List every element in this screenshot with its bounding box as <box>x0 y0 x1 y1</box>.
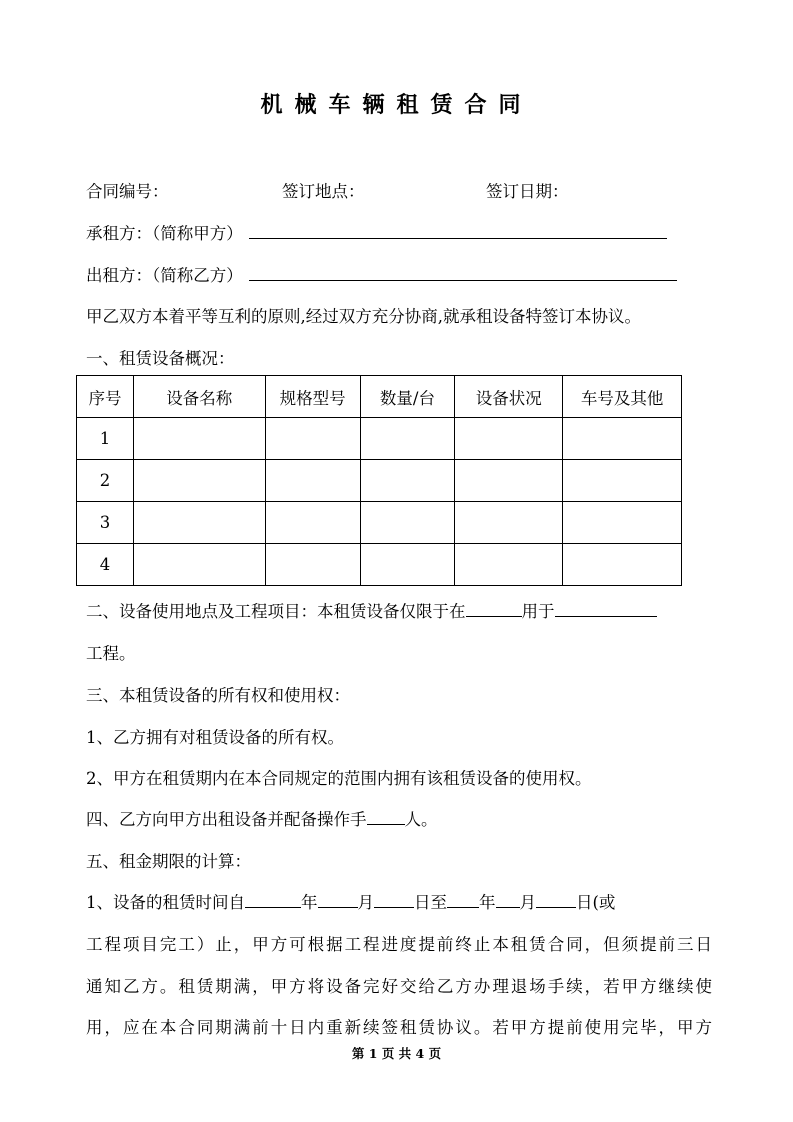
party-a-blank <box>249 220 667 239</box>
table-header-cell: 车号及其他 <box>563 376 682 418</box>
table-cell <box>563 460 682 502</box>
table-header-cell: 设备状况 <box>455 376 563 418</box>
table-row <box>77 502 682 544</box>
table-cell <box>360 418 455 460</box>
location-blank <box>466 598 522 617</box>
party-b-label: 出租方：（简称乙方） <box>86 266 243 285</box>
table-cell <box>455 502 563 544</box>
table-cell <box>265 544 360 586</box>
table-cell <box>265 418 360 460</box>
section-5-item-1-line-1 <box>86 889 615 913</box>
table-cell <box>455 460 563 502</box>
year-label: 年 <box>479 893 496 912</box>
table-row <box>77 544 682 586</box>
table-cell <box>133 460 265 502</box>
table-cell <box>265 460 360 502</box>
section-1-heading: 一、租赁设备概况： <box>86 349 235 368</box>
section-2-for: 用于 <box>521 602 555 621</box>
table-cell <box>360 460 455 502</box>
start-year-blank <box>245 889 301 908</box>
table-cell <box>563 544 682 586</box>
table-cell <box>455 544 563 586</box>
section-5-item-1-line-2: 工程项目完工）止，甲方可根据工程进度提前终止本租赁合同，但须提前三日 <box>86 935 712 954</box>
section-5-heading: 五、租金期限的计算： <box>86 852 251 871</box>
table-cell <box>133 544 265 586</box>
month-label: 月 <box>519 893 536 912</box>
section-5-item-1-line-4: 用，应在本合同期满前十日内重新续签租赁协议。若甲方提前使用完毕，甲方 <box>86 1018 712 1037</box>
section-3-item-2: 2、甲方在租赁期内在本合同规定的范围内拥有该租赁设备的使用权。 <box>86 769 592 788</box>
project-blank <box>555 598 657 617</box>
section-4-line <box>86 806 438 830</box>
day-to-label: 日至 <box>414 893 447 912</box>
month-label: 月 <box>357 893 374 912</box>
sign-place-label: 签订地点： <box>282 182 365 201</box>
contract-number-label: 合同编号： <box>86 182 169 201</box>
intro-paragraph: 甲乙双方本着平等互利的原则,经过双方充分协商,就承租设备特签订本协议。 <box>86 307 641 326</box>
table-row <box>77 460 682 502</box>
table-header-row <box>77 376 682 418</box>
party-a-label: 承租方：（简称甲方） <box>86 224 243 243</box>
table-cell <box>133 418 265 460</box>
party-b-line <box>86 262 677 286</box>
start-day-blank <box>374 889 414 908</box>
table-header-cell: 规格型号 <box>265 376 360 418</box>
table-cell <box>563 418 682 460</box>
section-5-item-1-line-3: 通知乙方。租赁期满，甲方将设备完好交给乙方办理退场手续，若甲方继续使 <box>86 977 712 996</box>
day-or-label: 日(或 <box>576 893 616 912</box>
year-label: 年 <box>301 893 318 912</box>
operator-count-blank <box>367 806 405 825</box>
party-a-line <box>86 220 667 244</box>
equipment-table <box>76 375 682 586</box>
sign-date-label: 签订日期： <box>486 182 569 201</box>
section-3-item-1: 1、乙方拥有对租赁设备的所有权。 <box>86 728 344 747</box>
row-number-cell: 2 <box>77 460 134 502</box>
section-2-text: 二、设备使用地点及工程项目：本租赁设备仅限于在 <box>86 602 466 621</box>
row-number-cell: 1 <box>77 418 134 460</box>
table-cell <box>455 418 563 460</box>
document-title: 机械车辆租赁合同 <box>260 92 533 118</box>
page-footer: 第 1 页 共 4 页 <box>351 1046 442 1061</box>
table-row <box>77 418 682 460</box>
contract-meta-row <box>86 178 726 200</box>
row-number-cell: 3 <box>77 502 134 544</box>
rental-period-text: 1、设备的租赁时间自 <box>86 893 245 912</box>
section-2-line <box>86 598 657 622</box>
party-b-blank <box>249 262 677 281</box>
end-month-blank <box>496 889 520 908</box>
section-4-text: 四、乙方向甲方出租设备并配备操作手 <box>86 810 367 829</box>
table-header-cell: 数量/台 <box>360 376 455 418</box>
section-2-project: 工程。 <box>86 644 136 663</box>
start-month-blank <box>318 889 358 908</box>
table-cell <box>563 502 682 544</box>
table-cell <box>360 544 455 586</box>
section-3-heading: 三、本租赁设备的所有权和使用权： <box>86 686 350 705</box>
table-header-cell: 设备名称 <box>133 376 265 418</box>
table-cell <box>360 502 455 544</box>
section-4-unit: 人。 <box>404 810 438 829</box>
table-cell <box>265 502 360 544</box>
end-day-blank <box>536 889 576 908</box>
table-cell <box>133 502 265 544</box>
table-header-cell: 序号 <box>77 376 134 418</box>
end-year-blank <box>447 889 479 908</box>
row-number-cell: 4 <box>77 544 134 586</box>
